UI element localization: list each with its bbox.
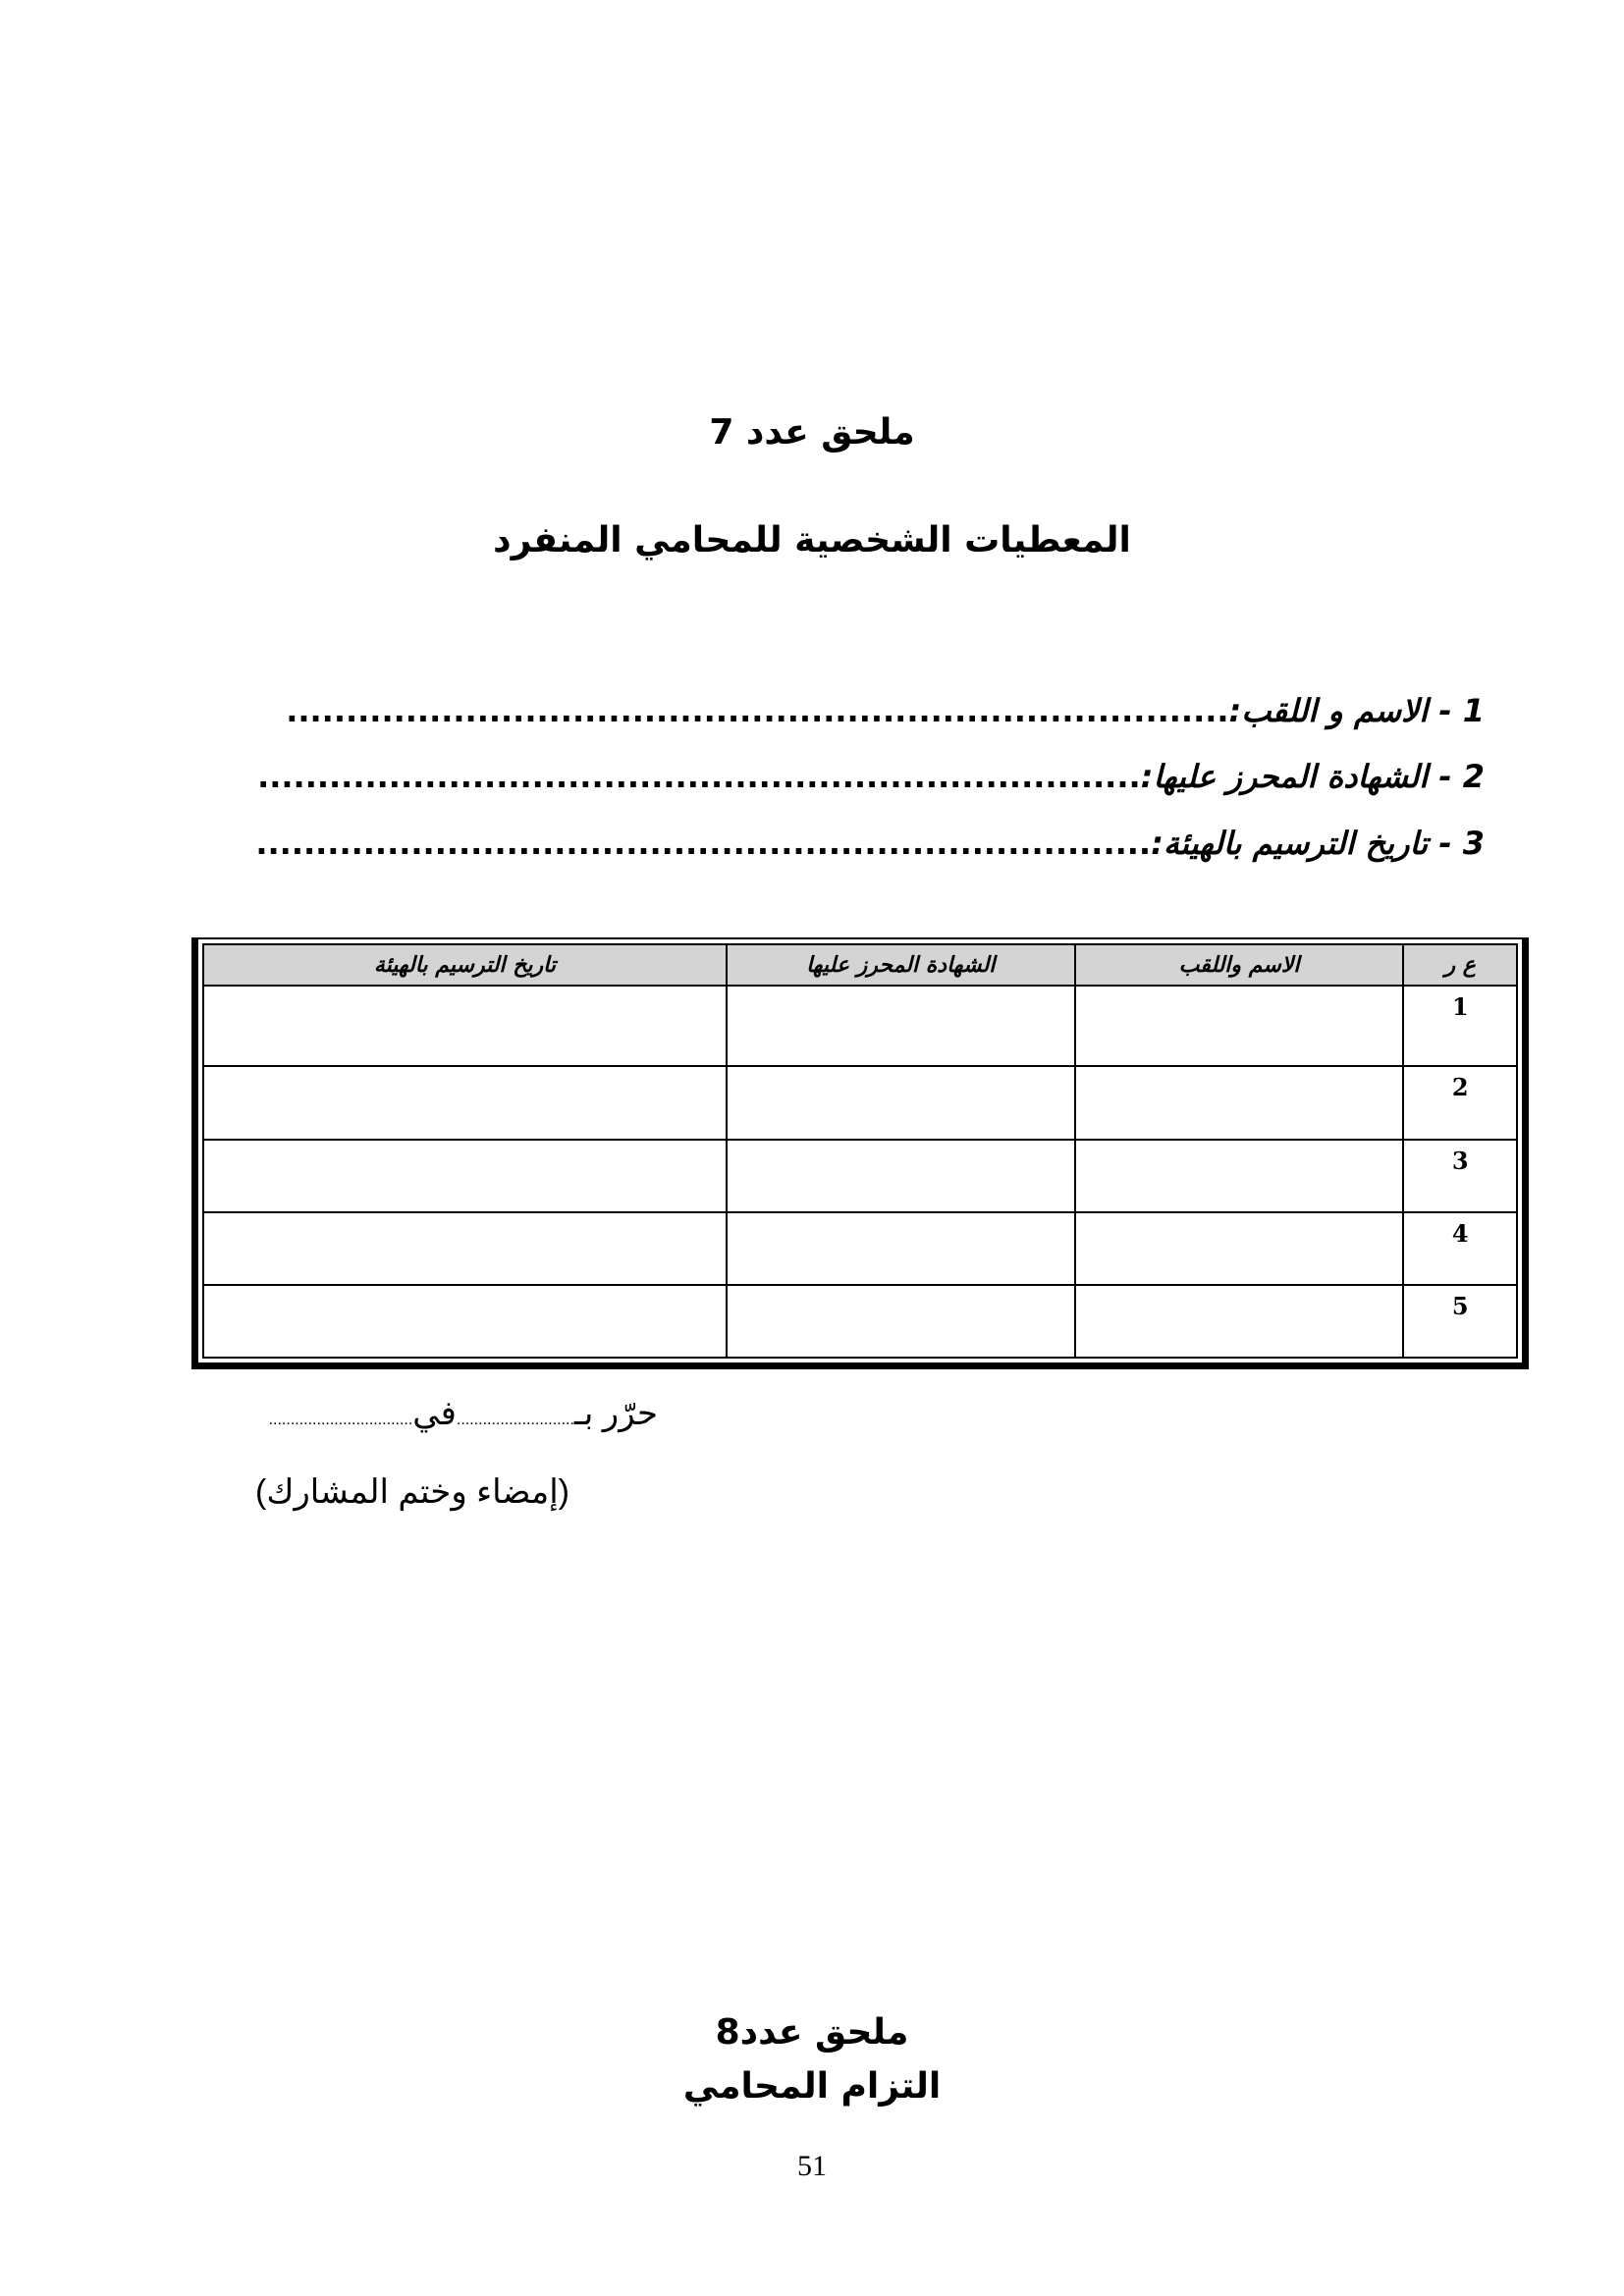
date-cell[interactable] <box>203 1285 727 1358</box>
page-number: 51 <box>797 2150 827 2182</box>
table-row <box>203 1285 1517 1358</box>
table-header-row <box>203 944 1517 986</box>
date-cell[interactable] <box>203 986 727 1066</box>
degree-cell[interactable] <box>727 1140 1075 1212</box>
field-label: 3 - تاريخ الترسيم بالهيئة: <box>1151 825 1485 862</box>
written-at-line <box>196 1394 658 1433</box>
field-name-surname <box>208 692 1485 729</box>
header-name: الاسم واللقب <box>1075 944 1404 986</box>
row-number: 4 <box>1403 1212 1517 1285</box>
written-at-label: حرّر بـ <box>573 1395 658 1432</box>
place-dots: ........................... <box>456 1412 574 1428</box>
degree-cell[interactable] <box>727 986 1075 1066</box>
annex8-subtitle: التزام المحامي <box>682 2066 942 2107</box>
name-cell[interactable] <box>1075 1066 1404 1139</box>
table-row <box>203 1140 1517 1212</box>
row-number: 3 <box>1403 1140 1517 1212</box>
signature-stamp-note: (إمضاء وختم المشارك) <box>255 1473 569 1511</box>
degree-cell[interactable] <box>727 1066 1075 1139</box>
row-number: 1 <box>1403 986 1517 1066</box>
date-cell[interactable] <box>203 1140 727 1212</box>
header-degree: الشهادة المحرز عليها <box>727 944 1075 986</box>
field-degree <box>208 758 1485 795</box>
row-number: 2 <box>1403 1066 1517 1139</box>
table-row <box>203 1212 1517 1285</box>
lawyers-table <box>191 937 1529 1369</box>
annex7-subtitle: المعطيات الشخصية للمحامي المنفرد <box>493 520 1131 561</box>
date-cell[interactable] <box>203 1212 727 1285</box>
field-registration-date <box>208 825 1485 862</box>
date-dots: ................................. <box>268 1412 413 1428</box>
field-label: 1 - الاسم و اللقب: <box>1228 692 1485 729</box>
name-cell[interactable] <box>1075 986 1404 1066</box>
field-dots: .......................................................................... <box>257 758 1141 795</box>
name-cell[interactable] <box>1075 1285 1404 1358</box>
table-row <box>203 986 1517 1066</box>
name-cell[interactable] <box>1075 1212 1404 1285</box>
header-serial: ع ر <box>1403 944 1517 986</box>
field-dots: ............................................................................... <box>286 692 1229 729</box>
table-row <box>203 1066 1517 1139</box>
field-dots: ........................................................................... <box>255 825 1152 862</box>
degree-cell[interactable] <box>727 1285 1075 1358</box>
in-label: في <box>412 1395 457 1432</box>
header-registration-date: تاريخ الترسيم بالهيئة <box>203 944 727 986</box>
row-number: 5 <box>1403 1285 1517 1358</box>
date-cell[interactable] <box>203 1066 727 1139</box>
name-cell[interactable] <box>1075 1140 1404 1212</box>
annex7-title: ملحق عدد 7 <box>709 412 915 453</box>
field-label: 2 - الشهادة المحرز عليها: <box>1140 758 1485 795</box>
annex8-title: ملحق عدد8 <box>715 2012 909 2053</box>
degree-cell[interactable] <box>727 1212 1075 1285</box>
